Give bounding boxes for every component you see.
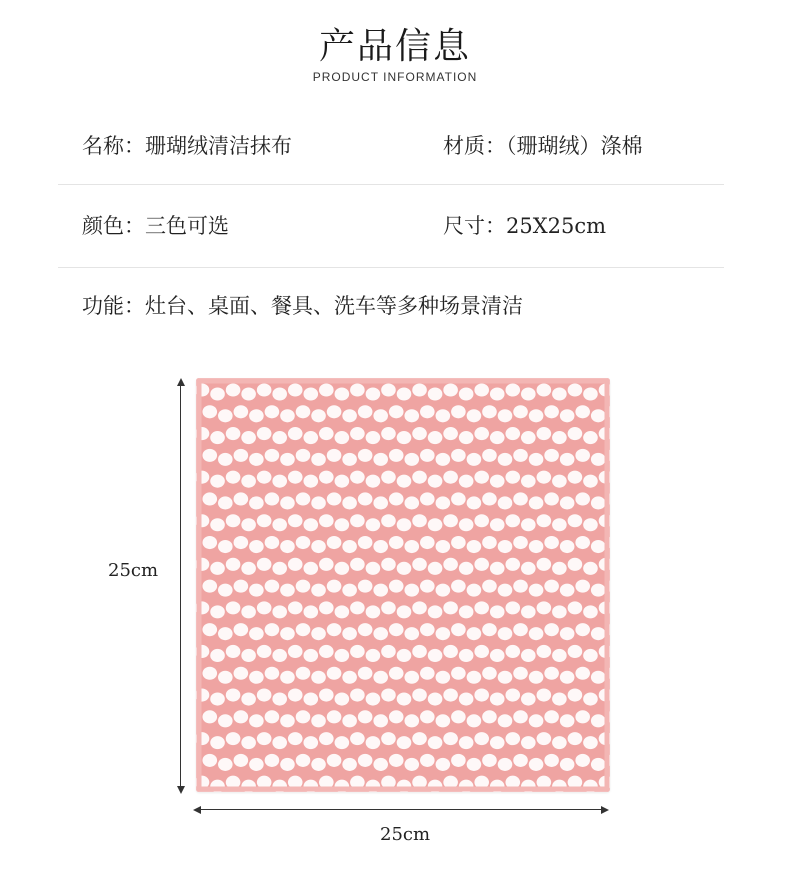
towel-stripe — [196, 645, 610, 662]
towel-stripe — [202, 536, 610, 553]
arrow-right-icon — [601, 806, 609, 814]
towel-stripe — [202, 710, 610, 727]
towel-stripe — [202, 754, 610, 771]
page-subtitle: PRODUCT INFORMATION — [312, 70, 478, 84]
towel-stripe — [202, 449, 610, 466]
arrow-left-icon — [193, 806, 201, 814]
width-dimension-line — [198, 809, 604, 810]
towel-stripe — [196, 689, 610, 706]
divider-1 — [58, 184, 724, 185]
page-title: 产品信息 — [318, 26, 471, 67]
towel-pattern — [196, 378, 610, 792]
height-dimension-line — [180, 384, 181, 788]
towel-stripe — [202, 492, 610, 509]
info-color: 颜色：三色可选 — [82, 214, 229, 238]
towel-stripe — [196, 558, 610, 575]
info-material: 材质：（珊瑚绒）涤棉 — [443, 134, 643, 158]
towel-stripe — [196, 427, 610, 444]
info-size: 尺寸：25X25cm — [443, 214, 607, 238]
towel-stripe — [196, 383, 610, 400]
towel-stripe — [202, 405, 610, 422]
towel-stripe — [202, 580, 610, 597]
arrow-down-icon — [177, 786, 185, 794]
towel-stripe — [196, 514, 610, 531]
towel-stripe — [196, 732, 610, 749]
info-name: 名称：珊瑚绒清洁抹布 — [82, 134, 292, 158]
towel-cloth — [196, 378, 610, 792]
arrow-up-icon — [177, 378, 185, 386]
towel-stripe — [202, 667, 610, 684]
divider-2 — [58, 267, 724, 268]
towel-stripe — [196, 471, 610, 488]
towel-stripe — [202, 623, 610, 640]
width-label: 25cm — [380, 824, 431, 845]
height-label: 25cm — [108, 560, 159, 581]
towel-image — [196, 378, 610, 792]
info-function: 功能：灶台、桌面、餐具、洗车等多种场景清洁 — [82, 294, 523, 318]
towel-stripe — [196, 601, 610, 618]
